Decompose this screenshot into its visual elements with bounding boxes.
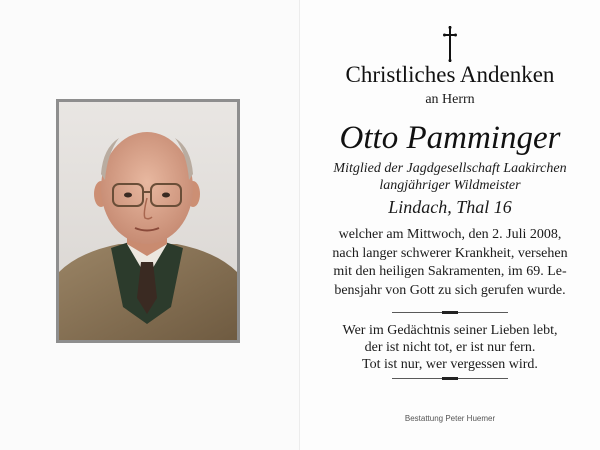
verse-line: der ist nicht tot, er ist nur fern. [364,340,536,355]
verse-line: Wer im Gedächtnis seiner Lieben lebt, [342,323,558,338]
divider-bottom [392,377,508,380]
role-line: langjähriger Wildmeister [379,178,521,193]
paragraph-line: mit den heiligen Sakramenten, im 69. Le- [333,264,567,279]
memorial-verse [300,322,600,373]
paragraph-line: welcher am Mittwoch, den 2. Juli 2008, [338,227,562,242]
role-block [300,160,600,194]
divider-top [392,311,508,314]
card-subheading: an Herrn [425,92,475,107]
deceased-name: Otto Pamminger [339,120,561,156]
photo-frame [56,99,240,343]
paragraph-line: nach langer schwerer Krankheit, versehen [332,245,568,261]
verse-line: Tot ist nur, wer vergessen wird. [362,357,538,372]
cross-icon [443,26,457,62]
paragraph-line: bensjahr von Gott zu sich gerufen wurde. [334,282,566,298]
portrait-photo [59,102,237,340]
location: Lindach, Thal 16 [388,197,512,217]
funeral-home-credit: Bestattung Peter Huemer [404,414,496,423]
card-heading: Christliches Andenken [345,62,555,87]
death-notice-paragraph [300,226,600,300]
role-line: Mitglied der Jagdgesellschaft Laakirchen [333,161,567,176]
right-page [300,0,600,450]
portrait-illustration [59,102,237,340]
